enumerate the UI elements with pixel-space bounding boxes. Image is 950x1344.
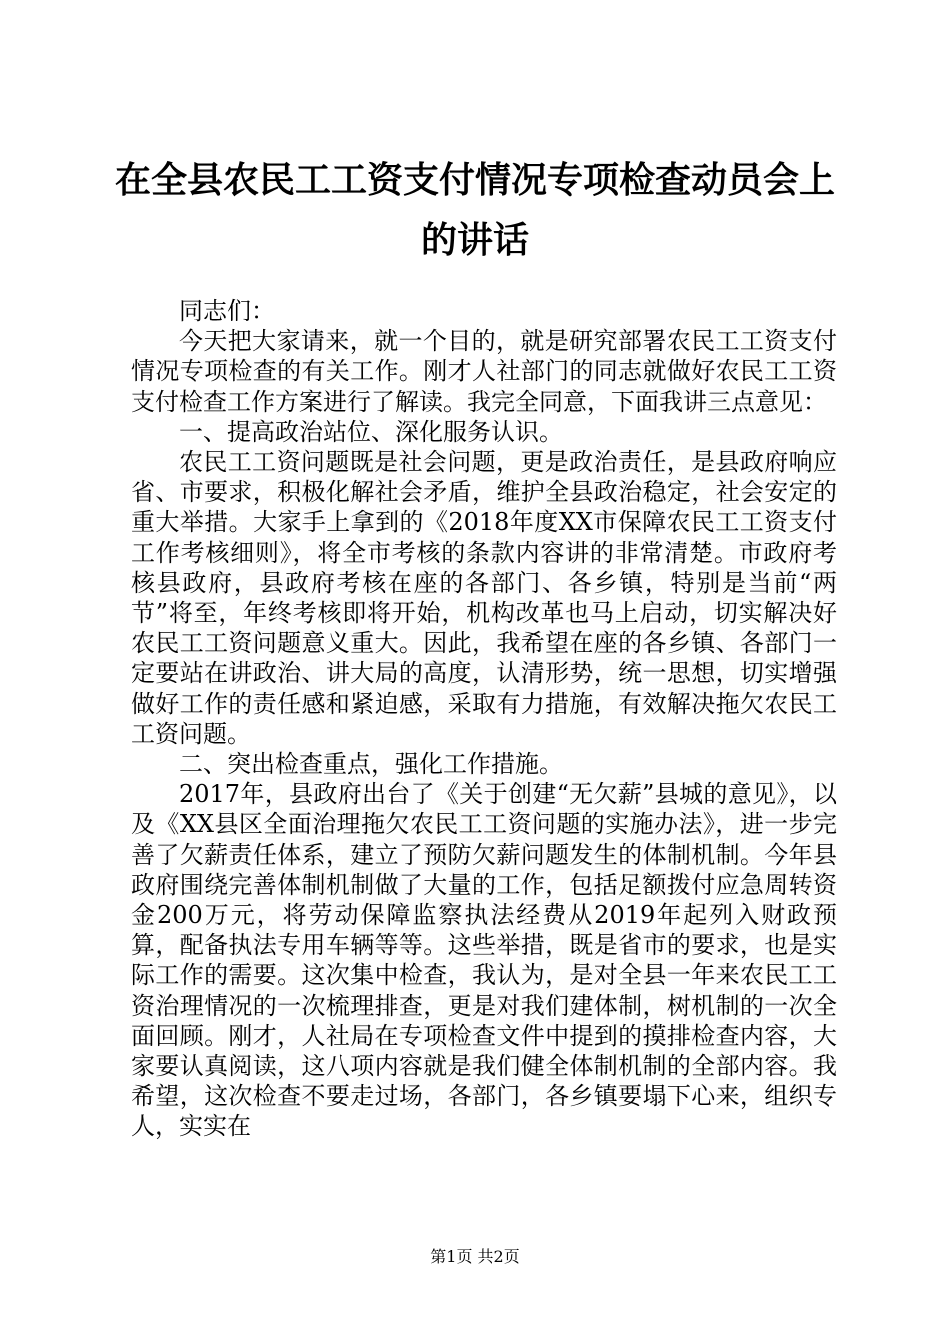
document-title: 在全县农民工工资支付情况专项检查动员会上的讲话 [114,159,835,261]
paragraph-intro: 今天把大家请来，就一个目的，就是研究部署农民工工资支付情况专项检查的有关工作。刚才人社部门的同志就做好农民工工资支付检查工作方案进行了解读。我完全同意，下面我讲三点意见： [131,327,837,416]
page-number-footer: 第1页 共2页 [430,1247,520,1266]
section-heading-2: 二、突出检查重点，强化工作措施。 [179,750,563,779]
document-body [131,296,837,1142]
paragraph-salutation: 同志们： [179,297,275,325]
paragraph-section-2: 2017年，县政府出台了《关于创建“无欠薪”县城的意见》，以及《XX县区全面治理拖欠农民工工资问题的实施办法》，进一步完善了欠薪责任体系，建立了预防欠薪问题发生的体制机制。今年县政府围绕完善体制机制做了大量的工作，包括足额拨付应急周转资金200万元，将劳动保障监察执法经费从2019年起列入财政预算，配备执法专用车辆等等。这些举措，既是省市的要求，也是实际工作的需要。这次集中检查，我认为，是对全县一年来农民工工资治理情况的一次梳理排查，更是对我们建体制，树机制的一次全面回顾。刚才，人社局在专项检查文件中提到的摸排检查内容，大家要认真阅读，这八项内容就是我们健全体制机制的全部内容。我希望，这次检查不要走过场，各部门，各乡镇要塌下心来，组织专人，实实在 [131,780,837,1141]
paragraph-section-1: 农民工工资问题既是社会问题，更是政治责任，是县政府响应省、市要求，积极化解社会矛盾，维护全县政治稳定，社会安定的重大举措。大家手上拿到的《2018年度XX市保障农民工工资支付工作考核细则》，将全市考核的条款内容讲的非常清楚。市政府考核县政府，县政府考核在座的各部门、各乡镇，特别是当前“两节”将至，年终考核即将开始，机构改革也马上启动，切实解决好农民工工资问题意义重大。因此，我希望在座的各乡镇、各部门一定要站在讲政治、讲大局的高度，认清形势，统一思想，切实增强做好工作的责任感和紧迫感，采取有力措施，有效解决拖欠农民工工资问题。 [131,448,837,748]
section-heading-1: 一、提高政治站位、深化服务认识。 [179,417,563,446]
